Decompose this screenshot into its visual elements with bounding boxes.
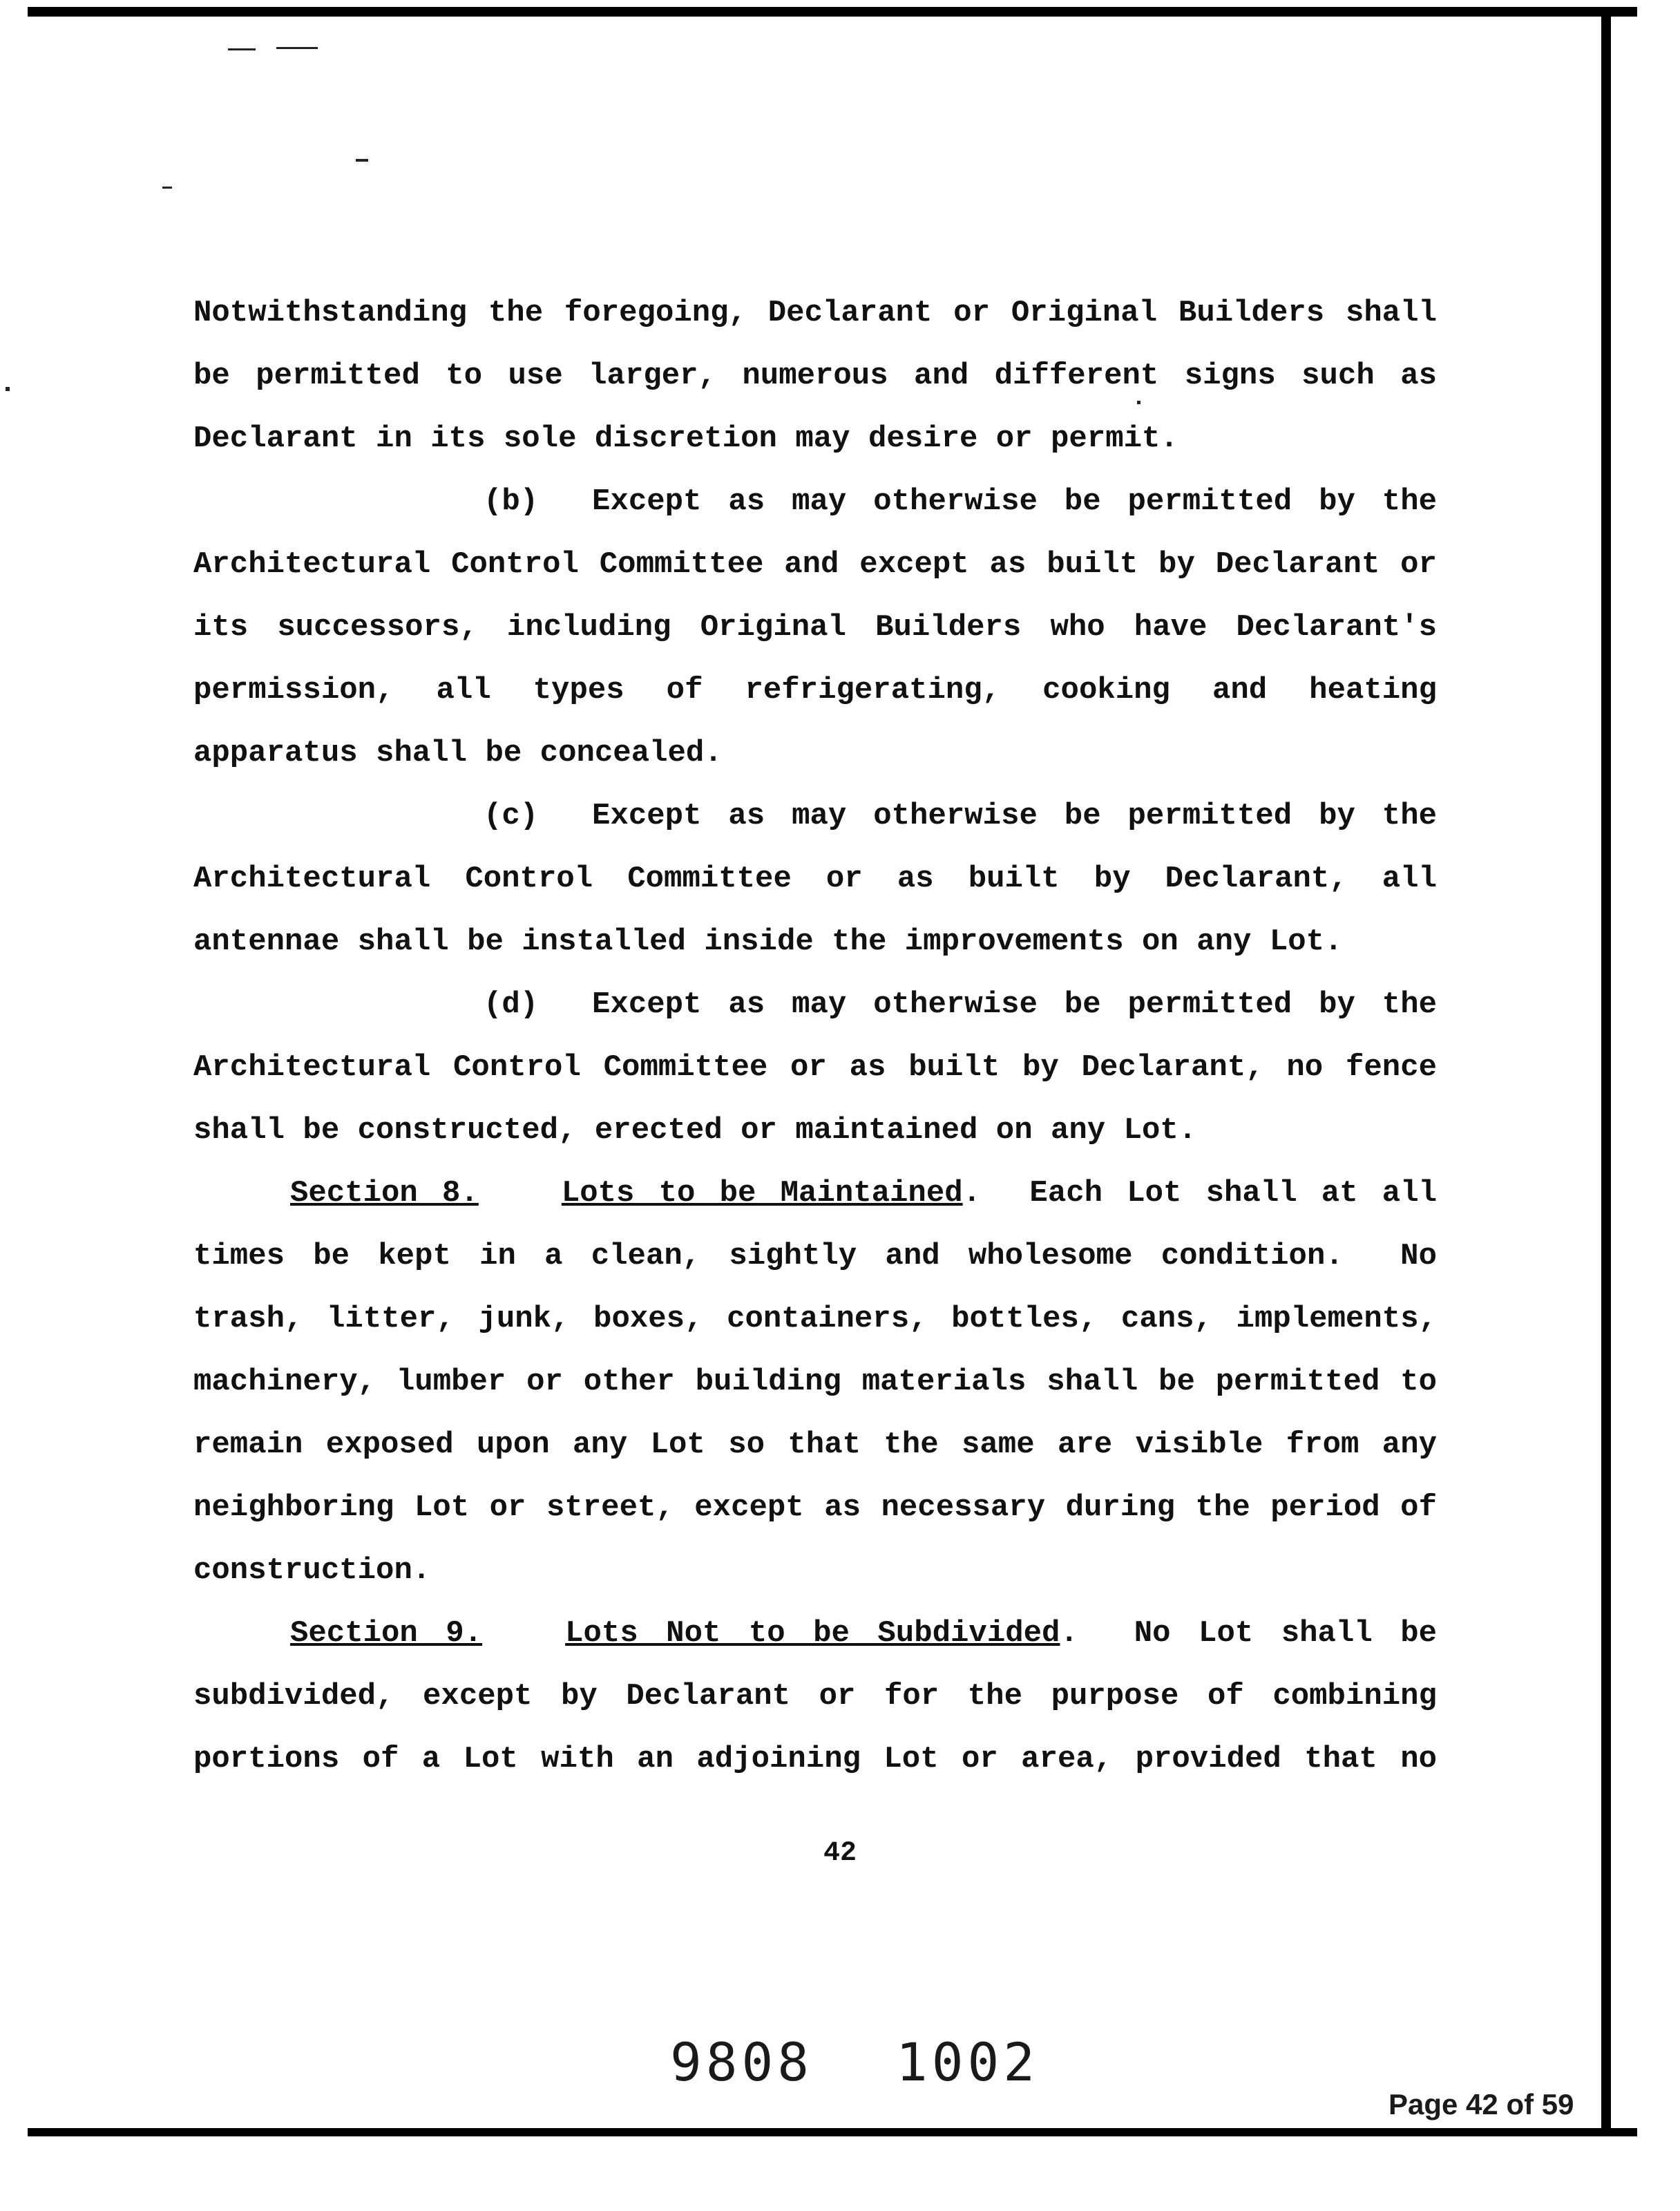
subsection-d-line: (d) Except as may otherwise be permitted by the [484, 987, 1437, 1022]
text-line: times be kept in a clean, sightly and wholesome condition. No [193, 1239, 1437, 1273]
scan-border-top [28, 7, 1637, 17]
text-line: construction. [193, 1553, 431, 1588]
stamp-left-number: 9808 [670, 2031, 814, 2093]
text-line: neighboring Lot or street, except as necessary during the period of [193, 1490, 1437, 1525]
text-line: Declarant in its sole discretion may desire or permit. [193, 421, 1178, 456]
scan-speck [356, 159, 368, 162]
text-line: permission, all types of refrigerating, cooking and heating [193, 673, 1437, 708]
stamp-right-number: 1002 [896, 2031, 1040, 2093]
body-text [193, 282, 1437, 1791]
text-line: subdivided, except by Declarant or for the purpose of combining [193, 1679, 1437, 1714]
scan-speck [6, 387, 10, 391]
text-line: shall be constructed, erected or maintained on any Lot. [193, 1113, 1197, 1148]
page-number: 42 [823, 1838, 857, 1869]
text-line: be permitted to use larger, numerous and different signs such as [193, 359, 1437, 393]
text-line: antennae shall be installed inside the improvements on any Lot. [193, 924, 1343, 959]
text-line: portions of a Lot with an adjoining Lot or area, provided that no [193, 1742, 1437, 1776]
recording-stamp [670, 2031, 1039, 2093]
scan-speck [162, 187, 172, 189]
scan-speck [276, 47, 318, 49]
text-line: Notwithstanding the foregoing, Declarant or Original Builders shall [193, 296, 1437, 330]
section-9-label: Section 9. [290, 1616, 483, 1651]
text-line: Architectural Control Committee or as built by Declarant, no fence [193, 1050, 1437, 1085]
section-8-heading-line [193, 1162, 1437, 1225]
text-line: machinery, lumber or other building materials shall be permitted to [193, 1365, 1437, 1399]
text-line: Architectural Control Committee or as built by Declarant, all [193, 862, 1437, 896]
section-9-title: Lots Not to be Subdivided [565, 1616, 1060, 1651]
scan-border-bottom [28, 2128, 1637, 2136]
subsection-b-line: (b) Except as may otherwise be permitted by the [484, 484, 1437, 519]
section-9-text: . No Lot shall be [1060, 1616, 1438, 1651]
section-9-heading-line [193, 1602, 1437, 1665]
text-line: trash, litter, junk, boxes, containers, bottles, cans, implements, [193, 1302, 1437, 1336]
page-of-indicator: Page 42 of 59 [1388, 2088, 1574, 2120]
section-8-title: Lots to be Maintained [561, 1176, 963, 1211]
text-line: remain exposed upon any Lot so that the same are visible from any [193, 1427, 1437, 1462]
section-8-label: Section 8. [290, 1176, 479, 1211]
text-line: its successors, including Original Builders who have Declarant's [193, 610, 1437, 645]
text-line: apparatus shall be concealed. [193, 736, 723, 770]
scan-border-right [1601, 7, 1611, 2136]
subsection-c-line: (c) Except as may otherwise be permitted by the [484, 799, 1437, 833]
text-line: Architectural Control Committee and except as built by Declarant or [193, 547, 1437, 582]
scan-speck [228, 48, 256, 50]
section-8-text: . Each Lot shall at all [962, 1176, 1438, 1211]
